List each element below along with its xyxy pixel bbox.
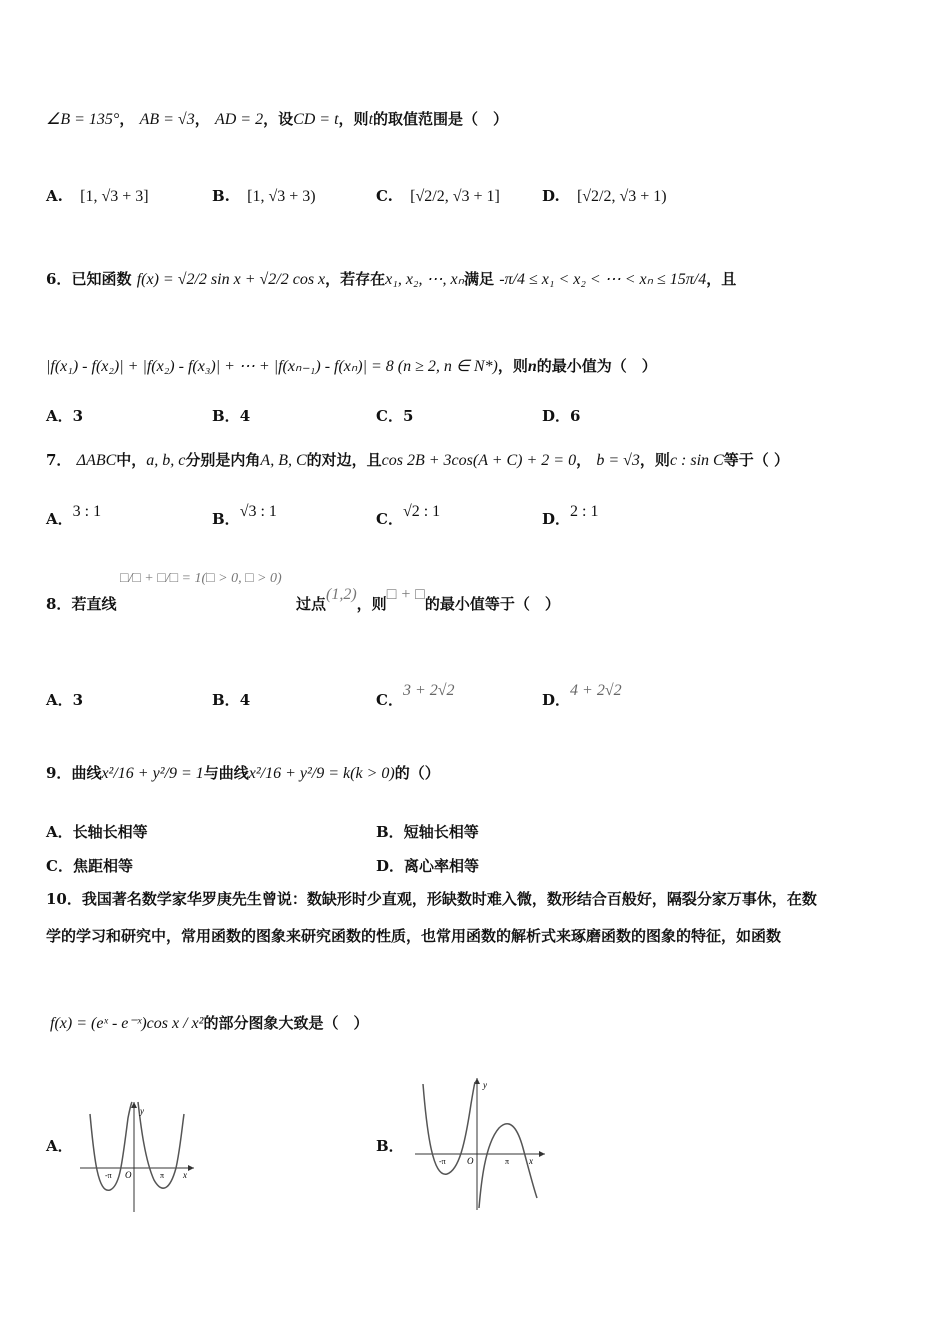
q9-curve2: x²/16 + y²/9 = k(k > 0) — [248, 765, 395, 782]
option-label: C． — [376, 510, 403, 528]
q10-line2: 学的学习和研究中，常用函数的图象来研究函数的性质，也常用函数的解析式来琢磨函数的图象的特征，如函数 — [46, 927, 782, 945]
option-value: 短轴长相等 — [403, 823, 479, 841]
option-value: 6 — [570, 407, 581, 425]
q8-text: 的最小值等于（ ） — [424, 595, 560, 613]
q9-text: 曲线 — [71, 764, 102, 782]
q6-n: n — [527, 358, 537, 375]
option-value: 长轴长相等 — [72, 823, 148, 841]
q5-text: 的取值范围是（ ） — [373, 110, 509, 128]
question-number: 6． — [46, 270, 72, 288]
option-value: [√2/2, √3 + 1) — [576, 188, 667, 205]
question-number: 9． — [46, 764, 72, 782]
option-label: D． — [542, 691, 571, 709]
q9-text: 的（） — [394, 764, 440, 782]
x-arrow — [188, 1165, 194, 1171]
q5-option-c[interactable] — [376, 187, 500, 206]
q9-stem — [46, 762, 440, 783]
q8-stem-end — [296, 586, 560, 614]
option-label: B. — [212, 187, 230, 205]
x-label: x — [183, 1170, 187, 1180]
option-label: B． — [212, 407, 240, 425]
q8-line-formula — [120, 568, 282, 587]
pi-label: π — [160, 1171, 165, 1180]
q5-option-a[interactable] — [46, 187, 149, 206]
option-label: A． — [46, 823, 73, 841]
option-label: B． — [376, 823, 404, 841]
option-label: B． — [212, 510, 240, 528]
x-arrow — [539, 1151, 545, 1157]
q8-expr: □ + □ — [386, 586, 425, 603]
option-label: C． — [46, 857, 73, 875]
q6-option-a[interactable] — [46, 405, 83, 426]
q6-text: ，则 — [497, 357, 528, 375]
q7-text: 等于（ ） — [723, 451, 789, 469]
option-value: 3 — [72, 407, 84, 425]
q6-sum: |f(x₁) - f(x₂)| + |f(x₂) - f(x₃)| + ⋯ + |f(xₙ₋₁) - f(xₙ)| = 8 (n ≥ 2, n ∈ N*) — [46, 358, 498, 375]
q7-angles: A, B, C — [260, 452, 307, 469]
q5-var: t — [368, 111, 374, 128]
option-label: A． — [46, 691, 73, 709]
q9-curve1: x²/16 + y²/9 = 1 — [101, 765, 204, 782]
q7-text: 的对边，且 — [306, 451, 382, 469]
q8-option-b[interactable] — [212, 689, 250, 710]
option-value: 3 + 2√2 — [402, 682, 455, 699]
q6-text: 满足 — [463, 270, 494, 288]
q5-option-b[interactable] — [212, 187, 316, 206]
q8-line: □/□ + □/□ = 1(□ > 0, □ > 0) — [120, 571, 282, 586]
q5-cond-ab: AB = √3 — [139, 111, 195, 128]
q5-text: ，则 — [338, 110, 369, 128]
q7-option-d[interactable] — [542, 503, 599, 529]
option-value: √3 : 1 — [239, 503, 277, 520]
q10-func-line — [50, 1012, 368, 1033]
q6-text: ，若存在 — [325, 270, 386, 288]
q6-stem — [46, 268, 736, 289]
option-label: A. — [46, 187, 63, 205]
option-value: [1, √3 + 3] — [80, 188, 149, 205]
q9-option-d[interactable] — [376, 855, 479, 876]
option-value: 4 — [239, 407, 251, 425]
q6-option-b[interactable] — [212, 405, 250, 426]
option-label: C． — [376, 407, 403, 425]
q9-option-b[interactable] — [376, 821, 479, 842]
option-value: 离心率相等 — [404, 857, 480, 875]
q7-text: ， — [576, 451, 592, 469]
question-number: 8． — [46, 595, 72, 613]
q6-option-c[interactable] — [376, 405, 413, 426]
q9-option-a[interactable] — [46, 821, 148, 842]
q7-ratio: c : sin C — [669, 452, 724, 469]
q6-text: 的最小值为（ ） — [536, 357, 657, 375]
option-value: [1, √3 + 3) — [247, 188, 316, 205]
q8-text: 过点 — [296, 595, 327, 613]
q7-b-value: b = √3 — [596, 452, 640, 469]
origin-label: O — [467, 1156, 474, 1166]
q8-stem-start — [46, 593, 116, 614]
option-label: C. — [376, 187, 393, 205]
option-value: 4 + 2√2 — [570, 682, 622, 699]
q5-cond-cd: CD = t — [293, 111, 339, 128]
q5-cond-angle: ∠B = 135° — [46, 111, 120, 128]
option-label: A． — [46, 510, 73, 528]
q5-cond-ad: AD = 2 — [214, 111, 264, 128]
y-label: y — [140, 1106, 144, 1116]
q9-option-c[interactable] — [46, 855, 133, 876]
q8-option-d[interactable] — [542, 682, 622, 710]
q8-option-a[interactable] — [46, 689, 83, 710]
q7-equation: cos 2B + 3cos(A + C) + 2 = 0 — [381, 452, 577, 469]
q10-text: 的部分图象大致是（ ） — [203, 1014, 369, 1032]
pi-label: π — [505, 1157, 510, 1166]
option-value: √2 : 1 — [402, 503, 441, 520]
neg-pi-label: -π — [105, 1171, 112, 1180]
question-number: 10． — [46, 890, 82, 908]
q5-sep: ， — [194, 110, 210, 128]
option-label: D． — [376, 857, 405, 875]
q7-text: ，则 — [639, 451, 670, 469]
q5-option-d[interactable] — [542, 187, 667, 206]
q6-cond: -π/4 ≤ x₁ < x₂ < ⋯ < xₙ ≤ 15π/4 — [499, 271, 707, 288]
option-label: C． — [376, 691, 403, 709]
question-number: 7． — [46, 451, 72, 469]
q8-point: (1,2) — [326, 586, 357, 603]
q7-text: 中， — [116, 451, 147, 469]
q6-option-d[interactable] — [542, 405, 580, 426]
option-value: 3 : 1 — [72, 503, 102, 520]
option-value: [√2/2, √3 + 1] — [410, 188, 500, 205]
option-value: 5 — [402, 407, 414, 425]
q8-text: ，则 — [356, 595, 387, 613]
q8-text: 若直线 — [71, 595, 117, 613]
q5-stem — [46, 108, 508, 129]
q9-text: 与曲线 — [203, 764, 249, 782]
q7-option-b[interactable] — [212, 503, 277, 529]
q10-graph-a[interactable] — [72, 1098, 202, 1214]
x-label: x — [529, 1156, 533, 1166]
q10-option-b[interactable] — [376, 1135, 404, 1156]
option-value: 焦距相等 — [72, 857, 133, 875]
q7-sides: a, b, c — [146, 452, 186, 469]
q6-vars: x₁, x₂, ⋯, xₙ — [385, 271, 464, 288]
option-label: B． — [376, 1137, 404, 1155]
option-label: B． — [212, 691, 240, 709]
q6-sum-line — [46, 355, 657, 376]
origin-label: O — [125, 1170, 132, 1180]
q10-graph-b[interactable] — [405, 1074, 553, 1214]
option-label: D． — [542, 510, 571, 528]
q7-text: 分别是内角 — [185, 451, 261, 469]
q7-option-c[interactable] — [376, 503, 441, 529]
q10-line1: 我国著名数学家华罗庚先生曾说：数缺形时少直观，形缺数时难入微，数形结合百般好，隔裂分家万事休，在数 — [81, 890, 817, 908]
neg-pi-label: -π — [439, 1157, 446, 1166]
option-value: 3 — [72, 691, 84, 709]
option-label: A． — [46, 407, 73, 425]
option-label: D. — [542, 187, 560, 205]
option-value: 4 — [239, 691, 251, 709]
q10-paragraph — [46, 889, 906, 946]
q5-sep: ， — [119, 110, 135, 128]
q7-option-a[interactable] — [46, 503, 102, 529]
q6-text: ，且 — [706, 270, 737, 288]
q10-option-a[interactable] — [46, 1135, 73, 1156]
y-label: y — [483, 1080, 487, 1090]
q7-stem — [46, 449, 789, 470]
option-label: D． — [542, 407, 571, 425]
q6-text: 已知函数 — [71, 270, 132, 288]
option-label: A． — [46, 1137, 73, 1155]
q8-option-c[interactable] — [376, 682, 455, 710]
q5-text: ，设 — [263, 110, 294, 128]
option-value: 2 : 1 — [570, 503, 599, 520]
q10-func: f(x) = (eˣ - e⁻ˣ)cos x / x² — [50, 1015, 204, 1032]
q6-func: f(x) = √2/2 sin x + √2/2 cos x — [136, 271, 326, 288]
q7-triangle: ΔABC — [76, 452, 117, 469]
